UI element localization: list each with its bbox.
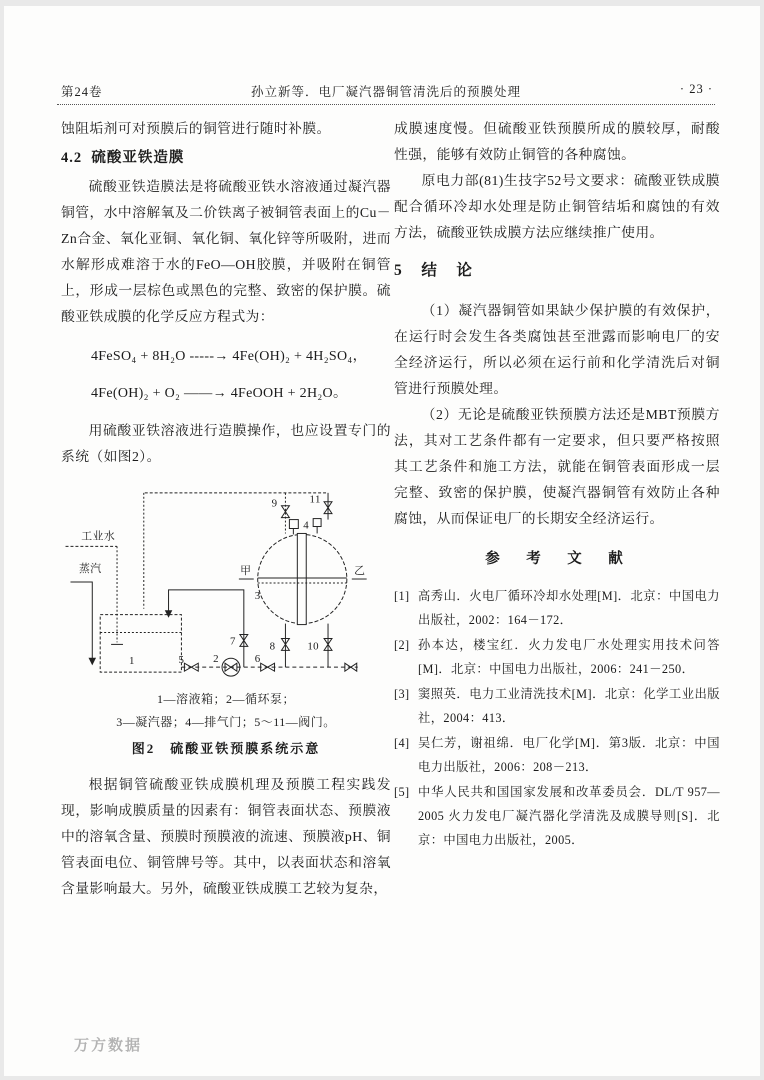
reference-text: 中华人民共和国国家发展和改革委员会．DL/T 957—2005 火力发电厂凝汽器化学清洗及成膜导则[S]．北京：中国电力出版社，2005．	[418, 785, 720, 847]
paragraph-continuation: 蚀阻垢剂可对预膜后的铜管进行随时补膜。	[61, 121, 331, 136]
scanned-paper-page	[4, 6, 760, 1076]
num-7-valve: 7	[230, 635, 236, 648]
num-9-valve: 9	[271, 497, 278, 510]
num-6-valve: 6	[254, 653, 261, 666]
figure-caption	[61, 688, 391, 734]
section-title: 硫酸亚铁造膜	[91, 150, 185, 166]
paragraph-conclusion-2: （2）无论是硫酸亚铁预膜方法还是MBT预膜方法，其对工艺条件都有一定要求，但只要严格按照其工艺条件和施工方法，就能在铜管表面形成一层完整、致密的保护膜，使凝汽器铜管有效防止各种腐蚀，从而保证电厂的长期安全经济运行。	[394, 407, 720, 526]
vent-port-left	[289, 520, 298, 529]
equation-1: 4FeSO₄ + 8H₂O -----→ 4Fe(OH)₂ + 4H₂SO₄，	[91, 349, 367, 364]
reference-label: [1]	[394, 589, 410, 603]
conclusion-title: 结 论	[421, 262, 474, 279]
section-heading-5	[394, 258, 720, 284]
paragraph-system-note: 用硫酸亚铁溶液进行造膜操作，也应设置专门的系统（如图2）。	[61, 423, 391, 464]
solution-tank	[100, 615, 181, 672]
reference-list	[394, 584, 720, 852]
right-column	[394, 116, 720, 853]
label-jia: 甲	[240, 565, 252, 578]
num-1-tank: 1	[128, 655, 135, 668]
conclusion-number: 5	[394, 262, 404, 279]
valve-9-icon	[281, 506, 289, 518]
vent-port-right	[313, 519, 321, 527]
paragraph-ferrous-sulfate: 硫酸亚铁造膜法是将硫酸亚铁水溶液通过凝汽器铜管，水中溶解氧及二价铁离子被铜管表面上的Cu－Zn合金、氧化亚铜、氧化铜、氧化锌等所吸附，进而水解形成难溶于水的FeO—OH胶膜，并吸附在铜管上，形成一层棕色或黑色的完整、致密的保护膜。硫酸亚铁成膜的化学反应方程式为：	[61, 179, 391, 324]
section-heading-4-2	[61, 145, 391, 171]
num-11-valve: 11	[309, 493, 321, 506]
wanfang-watermark: 万方数据	[74, 1038, 143, 1054]
reference-text: 吴仁芳，谢祖绵．电厂化学[M]．第3版．北京：中国电力出版社，2006：208－213．	[418, 736, 720, 774]
paragraph-ministry-requirement: 原电力部(81)生技字52号文要求：硫酸亚铁成膜配合循环冷却水处理是防止铜管结垢和腐蚀的有效方法，硫酸亚铁成膜方法应继续推广使用。	[394, 173, 720, 240]
prefilming-system-schematic	[61, 476, 391, 686]
paragraph-film-advantages: 成膜速度慢。但硫酸亚铁预膜所成的膜较厚，耐酸性强，能够有效防止铜管的各种腐蚀。	[394, 121, 720, 162]
left-column	[61, 116, 391, 902]
page-number: · 23 ·	[679, 82, 713, 96]
num-8-valve: 8	[269, 640, 276, 653]
num-3-condenser: 3	[254, 589, 261, 602]
num-4-vent: 4	[303, 519, 310, 532]
reference-label: [2]	[394, 638, 410, 652]
figure-caption-line1: 1—溶液箱；2—循环泵；	[156, 692, 295, 706]
references-heading: 参 考 文 献	[485, 551, 629, 567]
num-2-pump: 2	[213, 653, 220, 666]
reference-label: [3]	[394, 687, 410, 701]
num-5-valve: 5	[178, 654, 185, 667]
reference-text: 窦照英．电力工业清洗技术[M]．北京：化学工业出版社，2004：413．	[418, 687, 720, 725]
journal-volume: 第24卷	[61, 85, 103, 99]
reference-item	[394, 584, 720, 632]
num-10-valve: 10	[307, 640, 320, 653]
reference-item	[394, 633, 720, 681]
label-steam: 蒸汽	[79, 563, 102, 576]
reference-label: [5]	[394, 785, 410, 799]
paragraph-film-factors: 根据铜管硫酸亚铁成膜机理及预膜工程实践发现，影响成膜质量的因素有：铜管表面状态、预膜液中的溶氧含量、预膜时预膜液的流速、预膜液pH、铜管表面电位、铜管牌号等。其中，以表面状态和溶氧含量影响最大。另外，硫酸亚铁成膜工艺较为复杂，	[61, 777, 391, 896]
section-number: 4.2	[61, 150, 83, 166]
reference-text: 孙本达，楼宝红．火力发电厂水处理实用技术问答[M]．北京：中国电力出版社，2006：241－250．	[418, 638, 720, 676]
page-header	[57, 78, 715, 105]
pipe-steam	[70, 582, 92, 658]
label-industrial-water: 工业水	[81, 530, 116, 543]
reference-label: [4]	[394, 736, 410, 750]
figure-caption-line2: 3—凝汽器；4—排气门；5～11—阀门。	[116, 715, 336, 729]
reference-text: 高秀山．火电厂循环冷却水处理[M]．北京：中国电力出版社，2002：164－172．	[418, 589, 720, 627]
figure-2-diagram	[61, 476, 391, 686]
pump-icon	[222, 658, 240, 676]
reference-item	[394, 682, 720, 730]
label-yi: 乙	[354, 565, 366, 578]
condenser-tube-plate	[297, 533, 306, 624]
reference-item	[394, 731, 720, 779]
chemical-equations	[91, 338, 391, 412]
equation-2: 4Fe(OH)₂ + O₂ ——→ 4FeOOH + 2H₂O。	[91, 386, 348, 401]
running-title: 孙立新等．电厂凝汽器铜管清洗后的预膜处理	[250, 85, 521, 99]
paragraph-conclusion-1: （1）凝汽器铜管如果缺少保护膜的有效保护，在运行时会发生各类腐蚀甚至泄露而影响电厂的安全经济运行，所以必须在运行前和化学清洗后对铜管进行预膜处理。	[394, 303, 720, 396]
reference-item	[394, 780, 720, 852]
figure-title: 图2 硫酸亚铁预膜系统示意	[131, 741, 321, 756]
